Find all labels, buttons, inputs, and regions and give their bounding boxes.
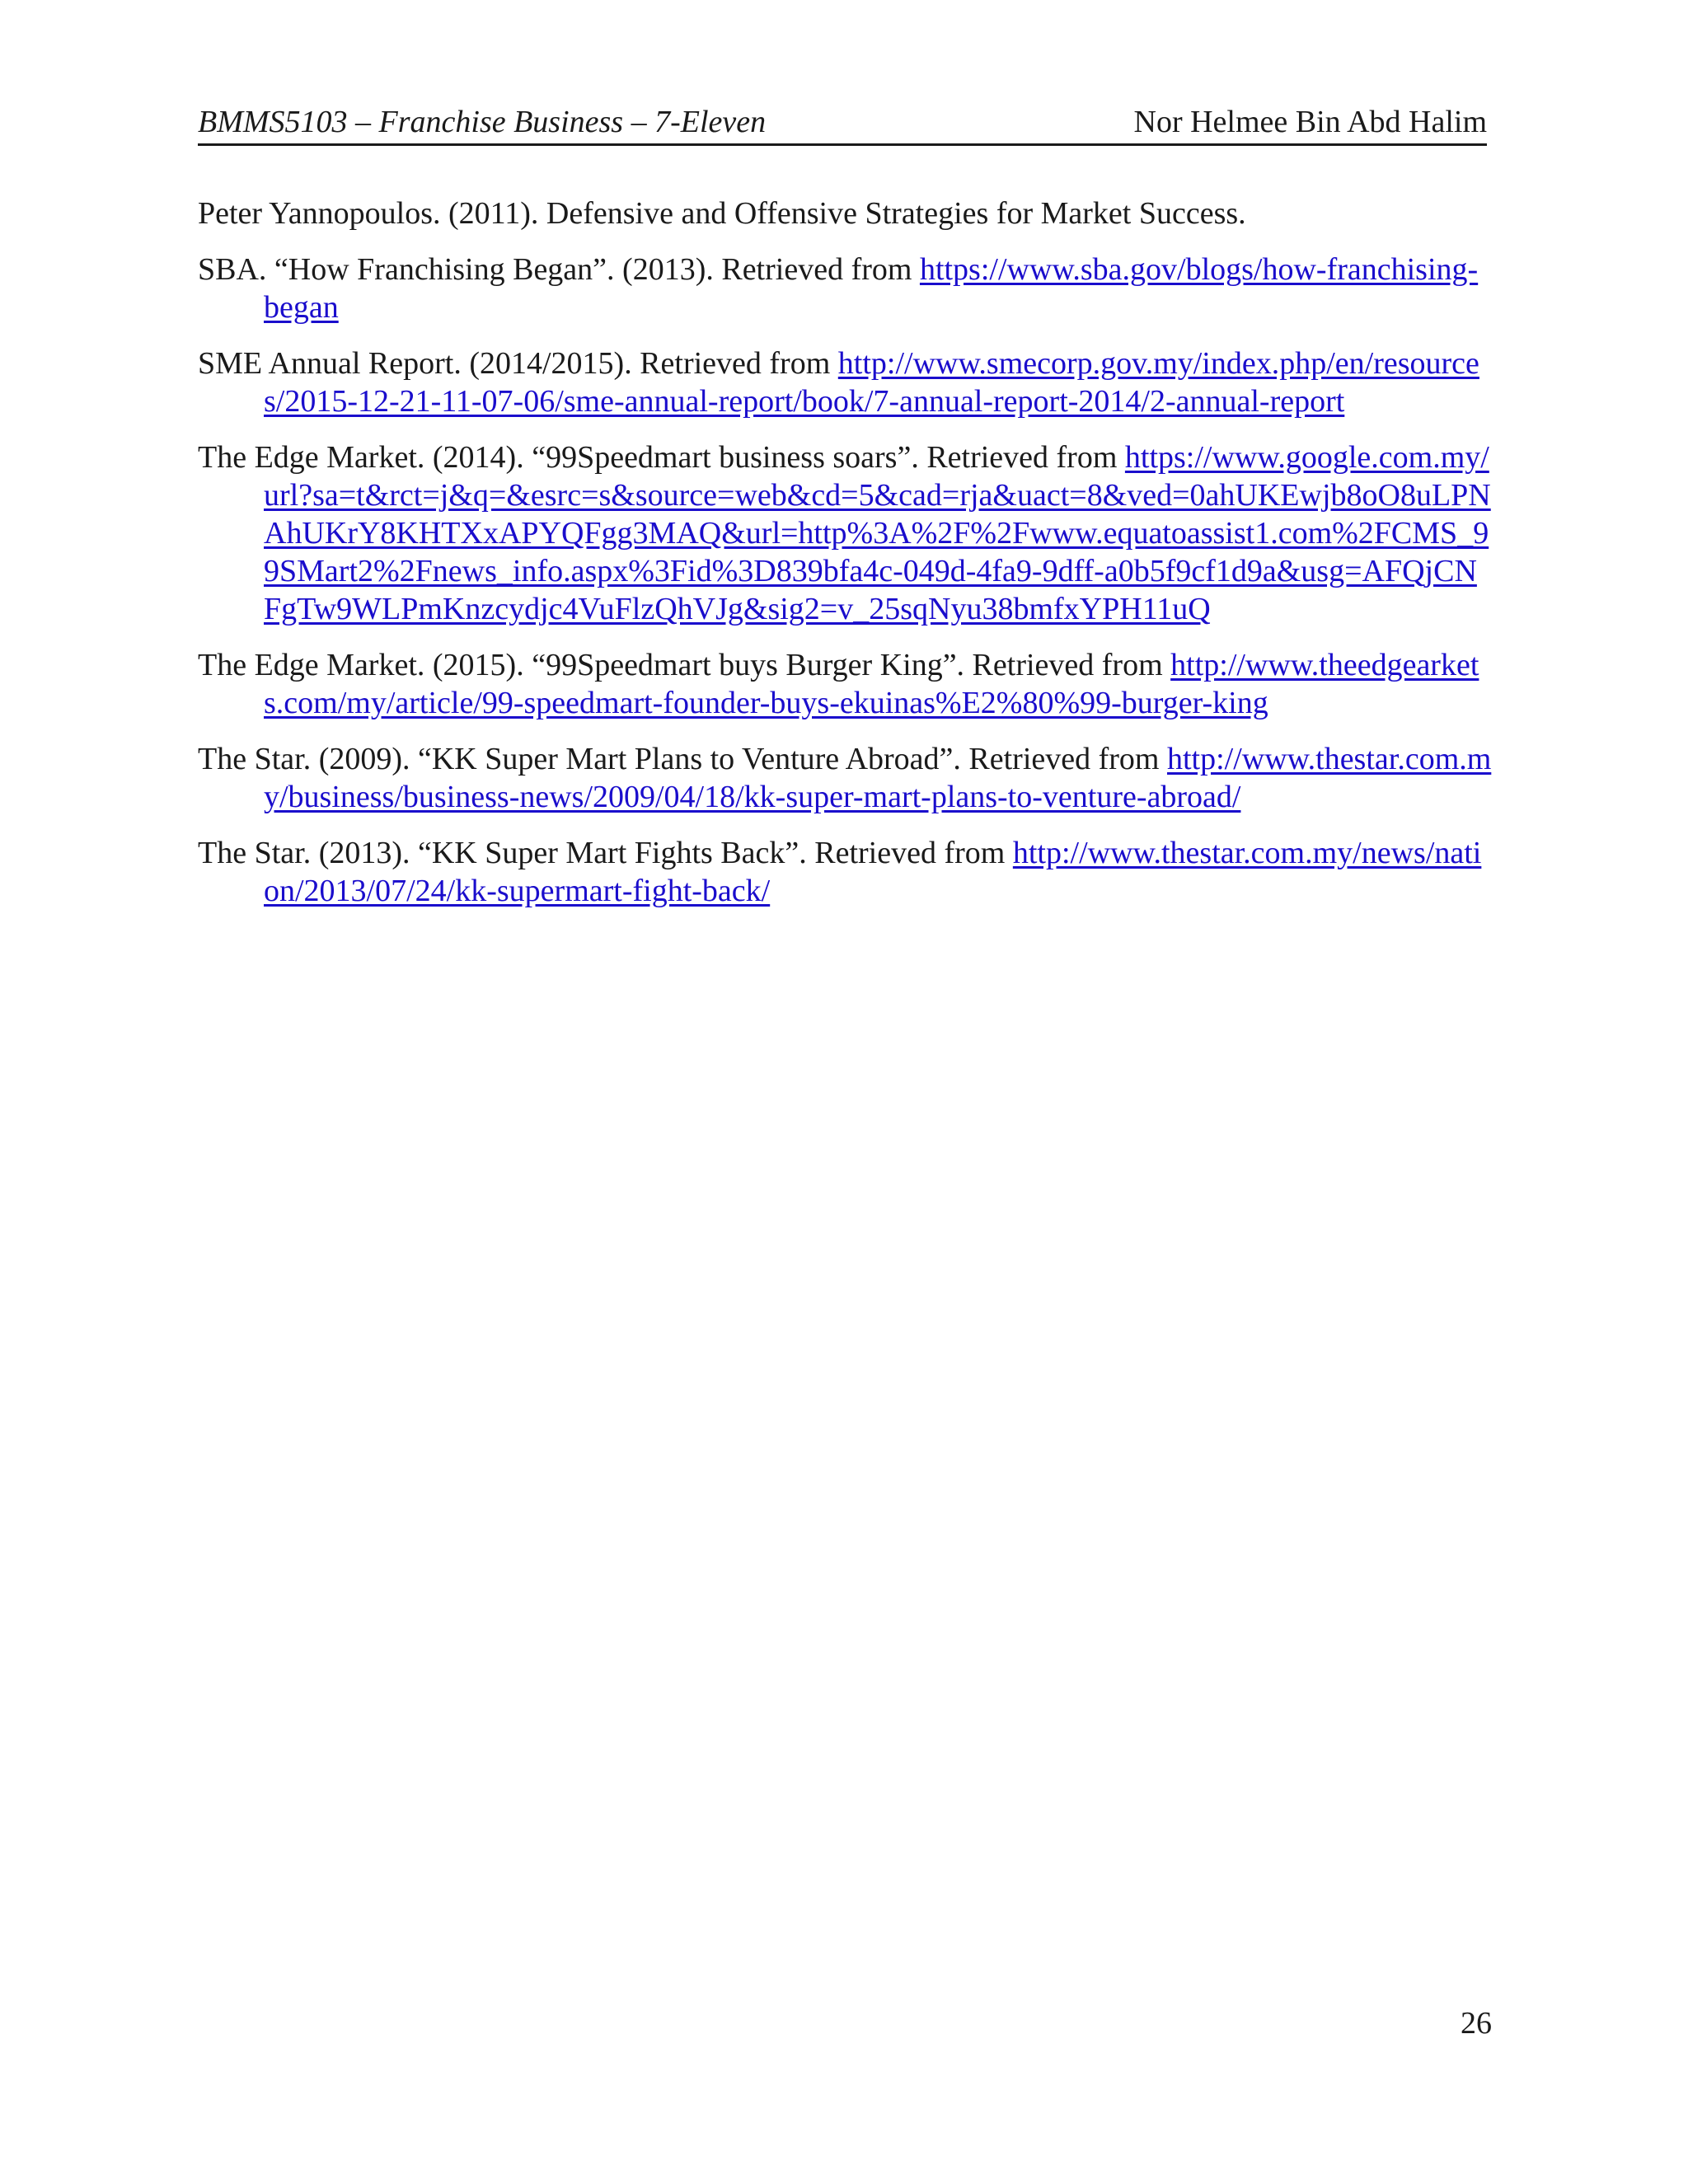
reference-entry <box>198 740 1492 816</box>
reference-link[interactable]: https://www.google.com.my/url?sa=t&rct=j&q=&esrc=s&source=web&cd=5&cad=rja&uact=8&ved=0ahUKEwjb8oO8uLPNAhUKrY8KHTXxAPYQFgg3MAQ&url=http%3A%2F%2Fwww.equatoassist1.com%2FCMS_99SMart2%2Fnews_info.aspx%3Fid%3D839bfa4c-049d-4fa9-9dff-a0b5f9cf1d9a&usg=AFQjCNFgTw9WLPmKnzcydjc4VuFlzQhVJg&sig2=v_25sqNyu38bmfxYPH11uQ <box>264 440 1491 626</box>
reference-link[interactable]: http://www.thestar.com.my/news/nation/2013/07/24/kk-supermart-fight-back/ <box>264 836 1482 908</box>
reference-text: The Edge Market. (2014). “99Speedmart business soars”. Retrieved from <box>198 440 1125 475</box>
reference-entry <box>198 194 1492 232</box>
reference-text: Peter Yannopoulos. (2011). Defensive and Offensive Strategies for Market Success. <box>198 196 1246 231</box>
reference-link[interactable]: http://www.thestar.com.my/business/business-news/2009/04/18/kk-super-mart-plans-to-venture-abroad/ <box>264 742 1492 814</box>
reference-text: SBA. “How Franchising Began”. (2013). Retrieved from <box>198 252 920 287</box>
reference-text: SME Annual Report. (2014/2015). Retrieved from <box>198 346 838 381</box>
reference-entry <box>198 834 1492 910</box>
reference-entry <box>198 344 1492 420</box>
header-course-title: BMMS5103 – Franchise Business – 7-Eleven <box>198 105 767 139</box>
reference-entry <box>198 646 1492 722</box>
reference-link[interactable]: https://www.sba.gov/blogs/how-franchising-began <box>264 252 1479 325</box>
reference-text: The Star. (2013). “KK Super Mart Fights Back”. Retrieved from <box>198 836 1013 870</box>
reference-list <box>198 194 1492 928</box>
reference-link[interactable]: http://www.theedgearkets.com/my/article/99-speedmart-founder-buys-ekuinas%E2%80%99-burger-king <box>264 648 1479 720</box>
reference-entry <box>198 251 1492 326</box>
page-number: 26 <box>1461 2006 1492 2041</box>
page-header <box>198 97 1487 146</box>
header-author: Nor Helmee Bin Abd Halim <box>1133 105 1487 139</box>
reference-text: The Edge Market. (2015). “99Speedmart buys Burger King”. Retrieved from <box>198 648 1171 682</box>
reference-entry <box>198 438 1492 628</box>
reference-text: The Star. (2009). “KK Super Mart Plans to Venture Abroad”. Retrieved from <box>198 742 1167 776</box>
reference-link[interactable]: http://www.smecorp.gov.my/index.php/en/resources/2015-12-21-11-07-06/sme-annual-report/book/7-annual-report-2014/2-annual-report <box>264 346 1479 419</box>
